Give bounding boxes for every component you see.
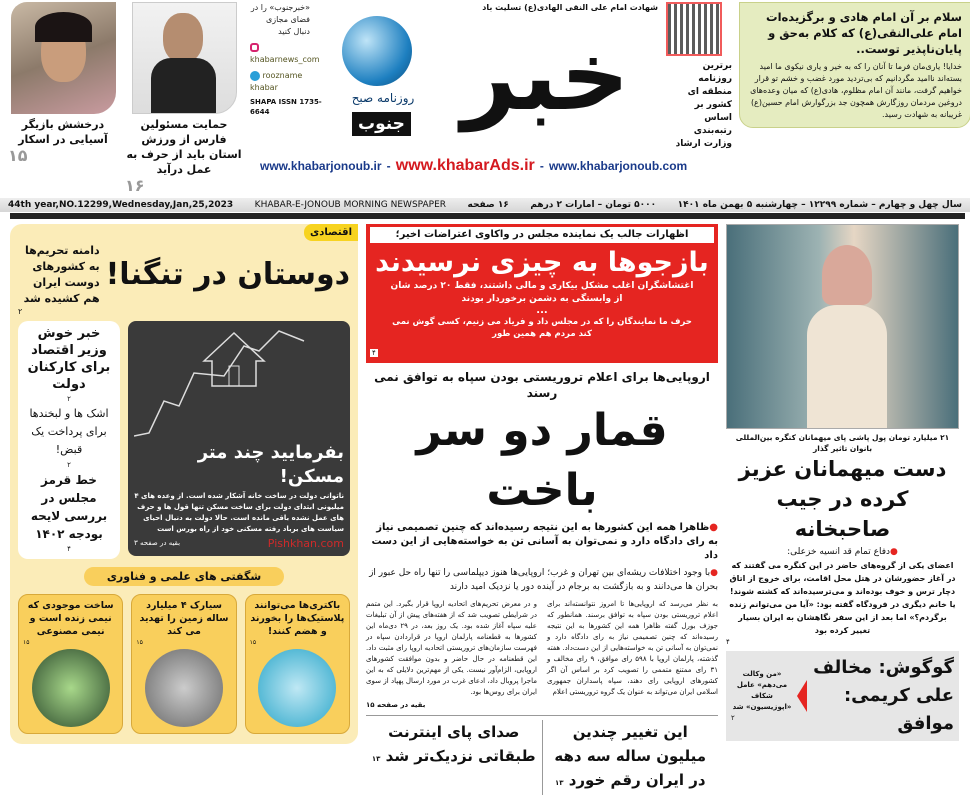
bullet-text: ظاهرا همه این کشورها به این نتیجه رسیده‌اند که چنین تصمیمی نیاز به رای دادگاه دارد و نمی‌توان به آسانی تن به خواسته‌هایی از این دست داد	[371, 522, 718, 561]
story-athlete[interactable]: حمایت مسئولین فارس از ورزش استان باید از حرف به عمل درآید	[126, 118, 242, 176]
side-items	[18, 321, 120, 559]
lead-headline: بازجوها به چیزی نرسیدند	[375, 247, 709, 278]
plastic-bottle-image	[258, 649, 336, 727]
story-actress-block	[8, 2, 118, 165]
telegram-link[interactable]	[250, 70, 330, 94]
economy-subhead: دامنه تحریم‌ها به کشورهای دوست ایران هم کشیده شد	[23, 244, 100, 305]
dateline-bar	[0, 198, 970, 212]
page-number: ۴	[372, 349, 376, 357]
lead-kicker: اظهارات جالب یک نماینده مجلس در واکاوی اعتراضات اخیر؛	[370, 227, 714, 243]
science-card[interactable]	[18, 594, 123, 734]
story-athlete-block	[125, 2, 243, 195]
bullet-text: با وجود اختلافات ریشه‌ای بین تهران و غرب؛ اروپایی‌ها هنوز دیپلماسی را تنها راه حل عبور از بحران ها می‌دانند و به بازگشت به برجام در آینده دور یا نزدیک امید دارند	[369, 568, 718, 592]
url-link[interactable]: www.khabarjonoub.ir	[260, 159, 382, 173]
section-tag: اقتصادی	[304, 224, 358, 241]
science-card[interactable]	[131, 594, 236, 734]
card-title: ساخت موجودی که نیمی زنده است و نیمی مصنوعی	[27, 600, 114, 637]
leaf-image	[32, 649, 110, 727]
lead-sub: حرف ما نمایندگان را که در مجلس داد و فریاد می زنیم، کسی گوش نمی کند مردم هم همین طور	[392, 317, 692, 339]
page-number: ۱۵	[8, 146, 28, 165]
story-actress[interactable]: درخشش بازیگر آسیایی در اسکار	[18, 118, 108, 146]
economy-section	[10, 224, 358, 744]
main-kicker: اروپایی‌ها برای اعلام تروریستی بودن سپاه به توافق نمی رسند	[374, 370, 710, 400]
separator: ...	[536, 305, 548, 316]
bottom-story[interactable]	[366, 720, 542, 795]
page-count: ۱۶ صفحه	[467, 200, 509, 210]
page-number: ۲	[67, 395, 71, 403]
watermark: Pishkhan.com	[267, 537, 344, 550]
price: ۵۰۰۰ تومان – امارات ۲ درهم	[530, 200, 657, 210]
economy-headline[interactable]: دوستان در تنگنا!	[105, 257, 350, 292]
telegram-icon	[250, 71, 260, 81]
house-chart-icon	[134, 321, 344, 441]
asteroid-image	[145, 649, 223, 727]
main-headline[interactable]: قمار دو سر باخت	[416, 405, 668, 516]
qr-code[interactable]	[666, 2, 722, 56]
telegram-handle: roozname khabar	[250, 71, 303, 92]
url-link[interactable]: www.khabarjonoub.com	[548, 159, 688, 173]
feature-title: بفرمایید چند متر مسکن!	[197, 442, 344, 487]
feature-footer	[134, 538, 344, 550]
paper-name: KHABAR-E-JONOUB MORNING NEWSPAPER	[254, 200, 447, 210]
story-title: صدای پای اینترنت طبقاتی نزدیک‌تر شد	[385, 723, 536, 765]
lead-text: دفاع تمام قد انسیه خزعلی:	[787, 547, 891, 557]
side-item[interactable]: خط قرمز مجلس در بررسی لایحه بودجه ۱۴۰۲	[30, 473, 108, 541]
page-number: ۲	[731, 714, 735, 722]
side-item[interactable]: خبر خوش وزیر اقتصاد برای کارکنان دولت	[27, 326, 111, 392]
page-number: ۱۵	[249, 639, 257, 646]
economy-body	[18, 321, 350, 559]
card-title: سیارک ۴ میلیارد ساله زمین را تهدید می کند	[139, 600, 229, 637]
bottom-story[interactable]	[542, 720, 719, 795]
science-card[interactable]	[245, 594, 350, 734]
arrow-icon	[797, 680, 807, 712]
middle-column	[366, 224, 718, 795]
photo-caption: ۲۱ میلیارد تومان پول پاشی پای میهمانان کنگره بین‌المللی بانوان تاثیر گذار	[735, 433, 950, 453]
greeting-body: خدایا! یاری‌مان فرما تا آنان را که به خیر و یاری نیکوی ما امید بسته‌اند ناامید مگردانیم که بی‌تردید مورد غضب و خشم تو قرار خواهیم گرفت، مانند آن امام مظلوم، هادی(ع) که میان وعده‌های دروغین مردمان روزگارش همچون جد بزرگوارش امام حسین(ع) غریبانه به شهادت رسید.	[750, 62, 962, 119]
masthead	[0, 0, 970, 195]
dateline-en: 44th year,NO.12299,Wednesday,Jan,25,2023	[8, 200, 234, 210]
logo-wordmark: خبر	[461, 20, 630, 132]
right-column	[726, 224, 959, 741]
page-number: ۱۵	[136, 639, 143, 646]
greeting-title: سلام بر آن امام هادی و برگزیده‌ات امام علی‌النقی(ع) که کلام به‌حق و پایان‌ناپذیر توست..	[766, 10, 962, 56]
logo-tagline: روزنامه صبح	[351, 91, 415, 105]
masthead-center	[250, 2, 732, 175]
page-number: ۱۳	[371, 755, 381, 763]
science-cards	[18, 594, 350, 734]
dateline-fa: سال چهل و چهارم – شماره ۱۲۲۹۹ – چهارشنبه ۵ بهمن ماه ۱۴۰۱	[677, 200, 962, 210]
instagram-link[interactable]	[250, 42, 330, 66]
lead-footer	[366, 340, 718, 359]
social-intro: «خبرجنوب» را در فضای مجازی دنبال کنید	[250, 3, 310, 36]
url-line: www.khabarjonoub.ir - www.khabarAds.ir - www.khabarjonoub.com	[260, 157, 688, 174]
right-lead	[726, 546, 959, 559]
lead-story[interactable]	[366, 224, 718, 363]
page-number: ۴	[67, 545, 71, 553]
page-number: ۱۳	[554, 779, 564, 787]
economy-head	[18, 243, 350, 307]
congress-photo	[726, 224, 959, 429]
story-title: گوگوش: مخالف علی کریمی: موافق	[813, 657, 954, 734]
issn: SHAPA ISSN 1735-6644	[250, 98, 322, 116]
main-col-right: به نظر می‌رسد که اروپایی‌ها تا امروز نتوانسته‌اند برای اعلام تروریستی بودن سپاه به توافق برسند. همانطور که جوزف بورل گفته ظاهرا همه این کشورها به این نتیجه رسیده‌اند که چنین تصمیمی نیاز به رای دادگاه دارد و نمی‌توان به آسانی تن به خواسته‌هایی از این دست‌داد. هفته گذشته، پارلمان اروپا با ۵۹۸ رای موافق، ۹ رای مخالف و ۳۱ رای ممتنع متممی را تصویب کرد بر اساس آن اگر کشورهای اروپایی رای دهند، سپاه پاسداران جمهوری اسلامی ایران می‌تواند به عنوان یک گروه تروریستی اعلام	[547, 600, 719, 696]
instagram-handle: khabarnews_com	[250, 55, 320, 64]
main-columns	[366, 599, 718, 698]
main-more[interactable]: بقیه در صفحه ۱۵	[366, 701, 426, 709]
story-title: این تغییر چندین میلیون ساله سه دهه در ایران رقم خورد	[554, 723, 707, 789]
logo	[338, 2, 658, 142]
ranking-block	[666, 2, 732, 151]
right-body: اعضای یکی از گروه‌های حاضر در این کنگره می گفتند که در آغاز حضورشان در هتل محل اقامت، برای خروج از اتاق دچار ترس و خوف بوده‌اند و می‌ترسیده‌اند که کشته شوند! یا خانم دیگری در فرودگاه گفته بود: «آیا من می‌توانم زنده برگردم؟» اما بعد از این سفر نگاهشان به ایران بسیار تغییر کرده بود	[729, 561, 956, 635]
story-sub-block	[731, 669, 793, 723]
page-number: ۲	[18, 307, 23, 316]
page-number: ۲	[67, 461, 71, 469]
globe-icon	[342, 16, 412, 86]
url-link[interactable]: www.khabarAds.ir	[395, 157, 535, 174]
feature-more: بقیه در صفحه ۳	[134, 539, 181, 547]
page-number: ۱۵	[23, 639, 30, 646]
lead-sub: اغتشاشگران اغلب مشکل بیکاری و مالی داشتند، فقط ۲۰ درصد شان از وابستگی به دشمن برخوردار بودند	[390, 281, 694, 304]
instagram-icon	[250, 43, 259, 52]
feature-body: ناتوانی دولت در ساخت خانه آشکار شده است. از وعده های ۴ میلیونی ابتدای دولت برای ساخت مسکن تنها قول ها و حرف های عمل نشده باقی مانده است. حالا دولت به دنبال احیای سیاست های برباد رفته مسکنی خود از راه بورس است	[134, 492, 344, 533]
actress-photo	[11, 2, 116, 114]
divider	[366, 715, 718, 716]
googoosh-story[interactable]	[726, 651, 959, 741]
bottom-stories	[366, 720, 718, 795]
card-title: باکتری‌ها می‌توانند پلاستیک‌ها را بخورند و هضم کنند!	[250, 600, 345, 637]
social-block	[250, 2, 330, 117]
ranking-note: برترین روزنامه منطقه ای کشور بر اساس رتبه‌بندی وزارت ارشاد	[675, 61, 732, 149]
bullet-icon: ●	[710, 568, 718, 578]
athlete-photo	[132, 2, 237, 114]
main-bullet	[366, 521, 718, 563]
greeting-box	[739, 2, 970, 128]
main-bullet	[366, 566, 718, 594]
science-title: شگفتی های علمی و فناوری	[84, 567, 284, 586]
condolence: شهادت امام علی النقی الهادی(ع) تسلیت باد	[482, 3, 658, 12]
bullet-icon: ●	[709, 522, 718, 533]
housing-feature[interactable]	[128, 321, 350, 556]
main-col-left: و در معرض تحریم‌های اتحادیه اروپا قرار بگیرد. این متمم در شرایطی تصویب شد که از هفته‌های پیش از آن تبلیغات علیه سپاه آغاز شده بود. یک روز بعد، در ۲۹ دی‌ماه این کشورها به قطعنامه پارلمان اروپا در قراردادن سپاه در فهرست سازمان‌های تروریستی اتحادیه اروپا رای مثبت داد. این قطعنامه در حال حاضر و بدون موافقت کشورهای اروپایی، الزام‌آور نیست. یکی از مهم‌ترین دلایلی که به این ماجرا پروبال داد، ادعای غرب در مورد ارسال پهپاد از سوی ایران برای روس‌ها بود.	[366, 600, 537, 696]
bullet-icon: ●	[890, 547, 898, 557]
page-number: ۴	[726, 638, 730, 646]
side-item[interactable]: اشک ها و لبخندها برای پرداخت یک قبض!	[29, 407, 109, 456]
story-sub: «من وکالت می‌دهم» عامل شکاف «اپوزیسیون» شد	[732, 670, 792, 711]
right-headline[interactable]: دست میهمانان عزیز کرده در جیب صاحبخانه	[738, 457, 947, 541]
page-number: ۱۶	[125, 176, 145, 195]
logo-subtitle: جنوب	[352, 112, 411, 136]
